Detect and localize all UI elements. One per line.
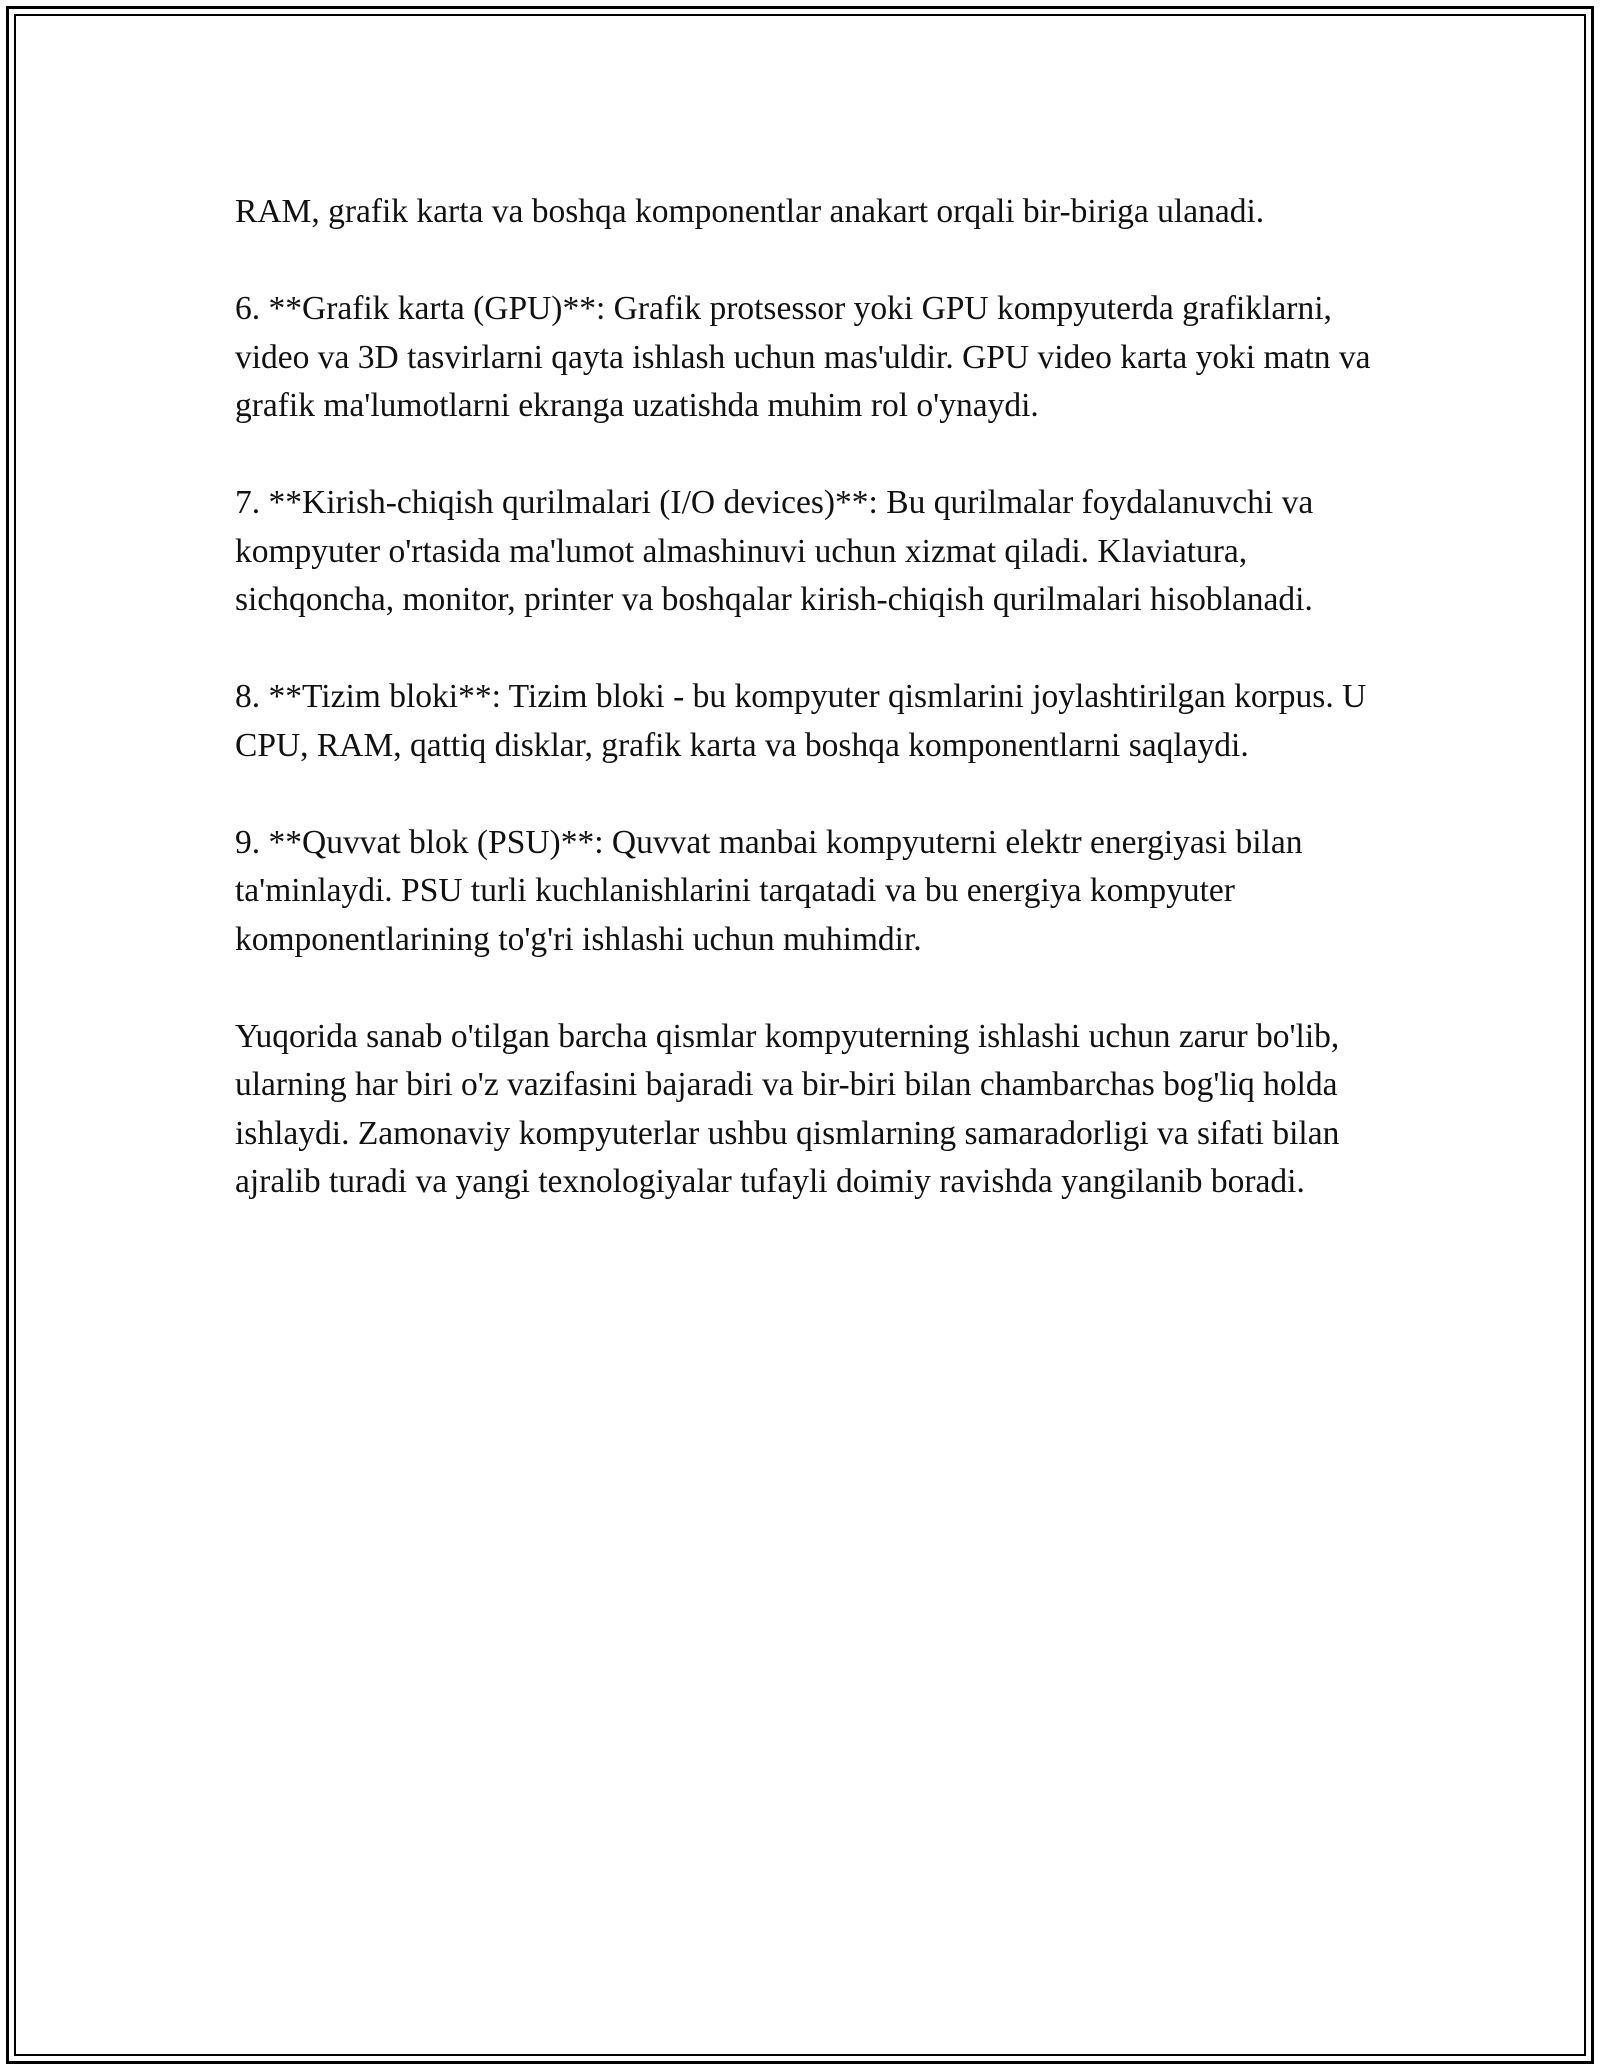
paragraph-psu: 9. **Quvvat blok (PSU)**: Quvvat manbai kompyuterni elektr energiyasi bilan ta'minlaydi. PSU turli kuchlanishlarini tarqatadi va bu energiya kompyuter komponentlarining to'g'ri ishlashi uchun muhimdir. [235,823,1303,958]
document-body [235,188,1385,1207]
paragraph-io-devices: 7. **Kirish-chiqish qurilmalari (I/O devices)**: Bu qurilmalar foydalanuvchi va kompyuter o'rtasida ma'lumot almashinuvi uchun xizmat qiladi. Klaviatura, sichqoncha, monitor, printer va boshqalar kirish-chiqish qurilmalari hisoblanadi. [235,484,1314,618]
paragraph-system-unit: 8. **Tizim bloki**: Tizim bloki - bu kompyuter qismlarini joylashtirilgan korpus. U CPU, RAM, qattiq disklar, grafik karta va boshqa komponentlarni saqlaydi. [235,678,1367,764]
paragraph-conclusion: Yuqorida sanab o'tilgan barcha qismlar kompyuterning ishlashi uchun zarur bo'lib, ularning har biri o'z vazifasini bajaradi va bir-biri bilan chambarchas bog'liq holda ishlaydi. Zamonaviy kompyuterlar ushbu qismlarning samaradorligi va sifati bilan ajralib turadi va yangi texnologiyalar tufayli doimiy ravishda yangilanib boradi. [235,1017,1340,1200]
paragraph-gpu: 6. **Grafik karta (GPU)**: Grafik protsessor yoki GPU kompyuterda grafiklarni, video va 3D tasvirlarni qayta ishlash uchun mas'uldir. GPU video karta yoki matn va grafik ma'lumotlarni ekranga uzatishda muhim rol o'ynaydi. [235,290,1371,424]
paragraph-ram-continuation: RAM, grafik karta va boshqa komponentlar anakart orqali bir-biriga ulanadi. [235,193,1265,230]
